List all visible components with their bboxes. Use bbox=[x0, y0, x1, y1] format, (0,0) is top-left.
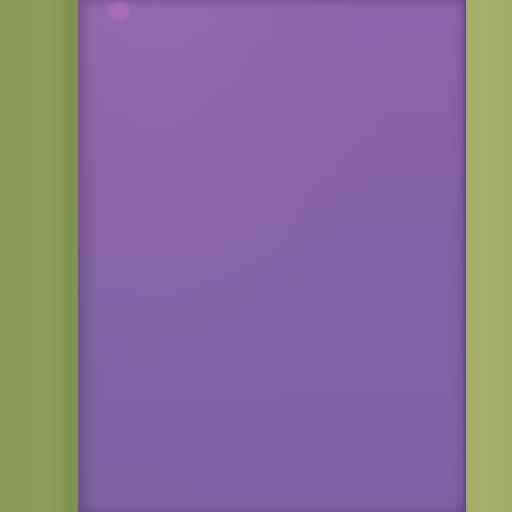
right-green-wall bbox=[466, 0, 512, 512]
left-green-wall bbox=[0, 0, 78, 512]
purple-panel bbox=[78, 0, 466, 512]
pink-speck bbox=[108, 2, 130, 20]
